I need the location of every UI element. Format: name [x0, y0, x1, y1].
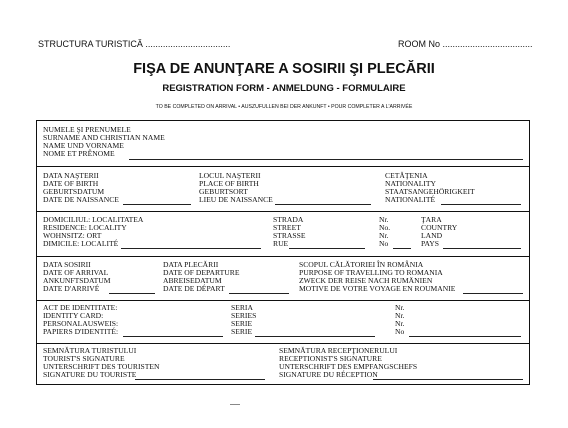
series-label-en: SERIES [231, 311, 257, 320]
series-label-de: SERIE [231, 319, 253, 328]
id-no-label-ro: Nr. [395, 303, 405, 312]
birth-date-label-en: DATE OF BIRTH [43, 179, 99, 188]
street-no-label-de: Nr. [379, 231, 389, 240]
arrival-label-en: DATE OF ARRIVAL [43, 268, 109, 277]
name-label-de: NAME UND VORNAME [43, 141, 124, 150]
id-no-label-en: Nr. [395, 311, 405, 320]
citizenship-input-line[interactable] [441, 204, 521, 205]
country-label-fr: PAYS [421, 239, 440, 248]
id-no-input-line[interactable] [409, 336, 521, 337]
citizenship-label-de: STAATSANGEHÖRIGKEIT [385, 187, 475, 196]
domicile-label-de: WOHNSITZ: ORT [43, 231, 102, 240]
series-label-fr: SERIE [231, 327, 253, 336]
arrival-input-line[interactable] [109, 293, 155, 294]
section-divider [37, 343, 529, 344]
series-label-ro: SERIA [231, 303, 253, 312]
registration-form-box [36, 120, 530, 385]
receptionist-signature-label-en: RECEPTIONIST'S SIGNATURE [279, 354, 382, 363]
birth-place-label-de: GEBURTSORT [199, 187, 248, 196]
section-divider [37, 256, 529, 257]
citizenship-label-ro: CETĂŢENIA [385, 171, 428, 180]
purpose-label-fr: MOTIVE DE VOTRE VOYAGE EN ROUMANIE [299, 284, 456, 293]
street-label-en: STREET [273, 223, 301, 232]
departure-label-en: DATE OF DEPARTURE [163, 268, 240, 277]
name-label-fr: NOME ET PRÊNOME [43, 149, 115, 158]
arrival-label-de: ANKUNFTSDATUM [43, 276, 111, 285]
id-doc-input-line[interactable] [123, 336, 223, 337]
tourist-signature-label-en: TOURIST'S SIGNATURE [43, 354, 125, 363]
country-label-de: LAND [421, 231, 443, 240]
id-doc-label-de: PERSONALAUSWEIS: [43, 319, 119, 328]
street-input-line[interactable] [289, 248, 365, 249]
id-no-label-fr: No [395, 327, 405, 336]
country-label-ro: ŢARA [421, 215, 442, 224]
tourist-signature-input-line[interactable] [135, 379, 265, 380]
departure-input-line[interactable] [229, 293, 289, 294]
country-label-en: COUNTRY [421, 223, 458, 232]
arrival-label-ro: DATA SOSIRII [43, 260, 91, 269]
purpose-label-ro: SCOPUL CĂLĂTORIEI ÎN ROMÂNIA [299, 260, 424, 269]
street-no-label-fr: No [379, 239, 389, 248]
departure-label-fr: DATE DE DÉPART [163, 284, 225, 293]
domicile-label-fr: DIMICILE: LOCALITÉ [43, 239, 119, 248]
name-label-en: SURNAME AND CHRISTIAN NAME [43, 133, 165, 142]
departure-label-de: ABREISEDATUM [163, 276, 222, 285]
country-input-line[interactable] [443, 248, 521, 249]
domicile-label-en: RESIDENCE: LOCALITY [43, 223, 127, 232]
section-divider [37, 300, 529, 301]
section-divider [37, 166, 529, 167]
purpose-input-line[interactable] [463, 293, 523, 294]
purpose-label-en: PURPOSE OF TRAVELLING TO ROMANIA [299, 268, 443, 277]
receptionist-signature-input-line[interactable] [373, 379, 523, 380]
room-number-field[interactable]: ROOM No .................................... [398, 39, 533, 49]
scan-mark [230, 404, 240, 405]
name-label-ro: NUMELE ŞI PRENUMELE [43, 125, 131, 134]
id-doc-label-fr: PAPIERS D'IDENTITÉ: [43, 327, 119, 336]
birth-place-label-en: PLACE OF BIRTH [199, 179, 259, 188]
purpose-label-de: ZWECK DER REISE NACH RUMÄNIEN [299, 276, 433, 285]
street-no-label-en: No. [379, 223, 391, 232]
birth-place-input-line[interactable] [275, 204, 371, 205]
birth-date-input-line[interactable] [123, 204, 191, 205]
domicile-input-line[interactable] [121, 248, 261, 249]
id-doc-label-ro: ACT DE IDENTITATE: [43, 303, 118, 312]
domicile-label-ro: DOMICILIUL: LOCALITATEA [43, 215, 144, 224]
birth-date-label-de: GEBURTSDATUM [43, 187, 105, 196]
birth-date-label-ro: DATA NAŞTERII [43, 171, 99, 180]
street-label-de: STRASSE [273, 231, 306, 240]
tourist-signature-label-fr: SIGNATURE DU TOURISTE [43, 370, 137, 379]
citizenship-label-fr: NATIONALITÉ [385, 195, 436, 204]
id-doc-label-en: IDENTITY CARD: [43, 311, 104, 320]
name-input-line[interactable] [129, 159, 523, 160]
tourist-signature-label-de: UNTERSCHRIFT DES TOURISTEN [43, 362, 160, 371]
receptionist-signature-label-de: UNTERSCHRIFT DES EMPFANGSCHEFS [279, 362, 418, 371]
street-label-ro: STRADA [273, 215, 304, 224]
receptionist-signature-label-fr: SIGNATURE DU RÉCEPTION [279, 370, 378, 379]
form-title: FIŞA DE ANUNŢARE A SOSIRII ŞI PLECĂRII [133, 61, 435, 77]
street-no-label-ro: Nr. [379, 215, 389, 224]
section-divider [37, 211, 529, 212]
structura-turistica-field[interactable]: STRUCTURA TURISTICĂ .................................. [38, 39, 231, 49]
form-subtitle: REGISTRATION FORM - ANMELDUNG - FORMULAIRE [162, 83, 406, 94]
birth-place-label-fr: LIEU DE NAISSANCE [199, 195, 273, 204]
arrival-label-fr: DATE D'ARRIVÉ [43, 284, 100, 293]
tourist-signature-label-ro: SEMNĂTURA TURISTULUI [43, 346, 137, 355]
birth-date-label-fr: DATE DE NAISSANCE [43, 195, 119, 204]
form-instructions: TO BE COMPLETED ON ARRIVAL • AUSZUFULLEN BEI DER ANKUNFT • POUR COMPLETER A L'ARRIVÉE [155, 104, 413, 110]
series-input-line[interactable] [255, 336, 375, 337]
departure-label-ro: DATA PLECĂRII [163, 260, 219, 269]
street-label-fr: RUE [273, 239, 289, 248]
receptionist-signature-label-ro: SEMNĂTURA RECEPŢIONERULUI [279, 346, 398, 355]
citizenship-label-en: NATIONALITY [385, 179, 437, 188]
id-no-label-de: Nr. [395, 319, 405, 328]
birth-place-label-ro: LOCUL NAŞTERII [199, 171, 261, 180]
street-no-input-line[interactable] [393, 248, 411, 249]
